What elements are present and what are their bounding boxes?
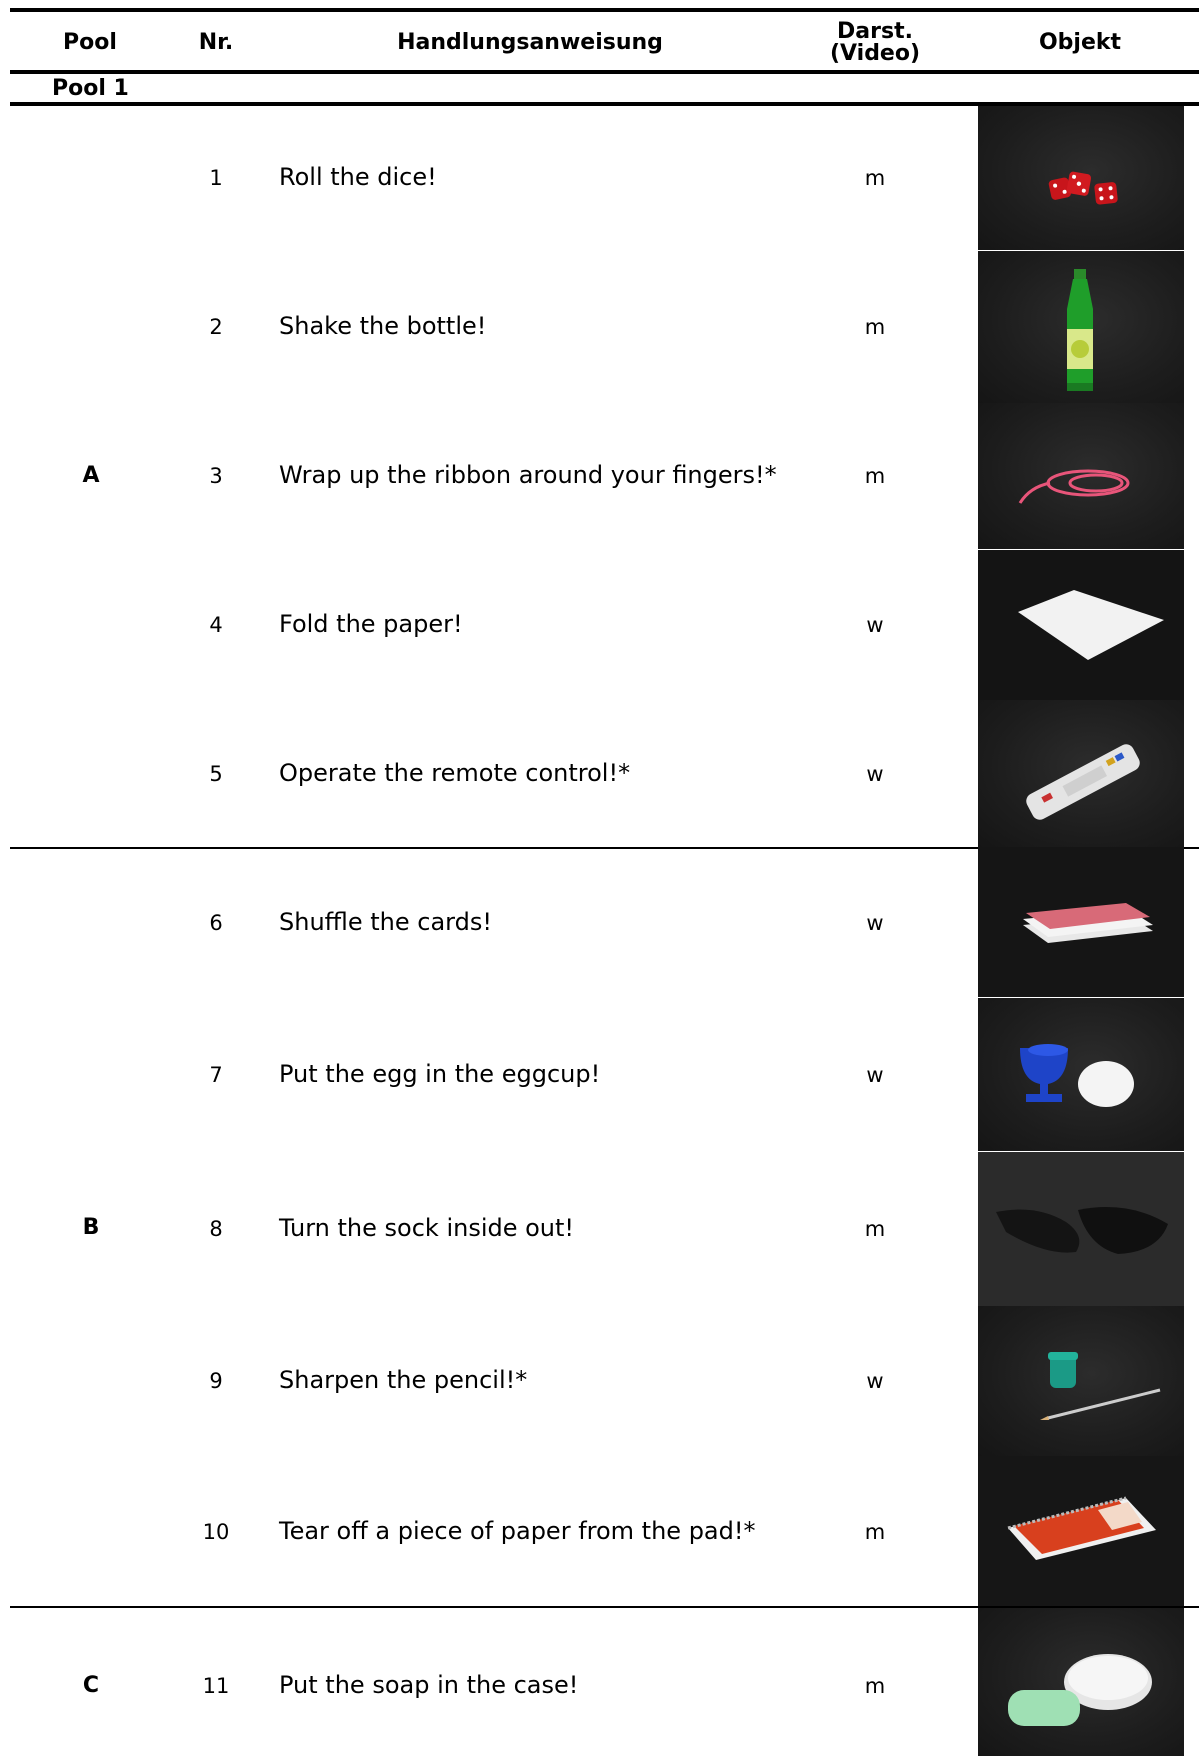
bottle-photo [978,251,1184,403]
row-darst: m [864,166,886,190]
row-instruction: Turn the sock inside out! [279,1214,575,1242]
notepad-photo [978,1456,1184,1606]
remote-control-photo [978,700,1184,847]
header-nr: Nr. [198,30,234,55]
group-letter-c: C [82,1673,100,1698]
row-instruction: Shake the bottle! [279,312,487,340]
row-instruction: Shuffle the cards! [279,908,492,936]
paper-photo [978,550,1184,700]
row-nr: 4 [209,613,223,637]
row-darst: w [866,1369,884,1393]
dice-photo [978,106,1184,250]
row-instruction: Fold the paper! [279,610,463,638]
row-nr: 6 [209,911,223,935]
row-nr: 5 [209,762,223,786]
soap-case-photo [978,1608,1184,1756]
row-darst: m [864,1520,886,1544]
egg-eggcup-photo [978,998,1184,1151]
row-instruction: Tear off a piece of paper from the pad!* [279,1517,756,1545]
header-instruction: Handlungsanweisung [397,30,663,55]
header-darst-line1: Darst. [837,19,913,44]
row-darst: m [864,464,886,488]
row-instruction: Roll the dice! [279,163,437,191]
row-nr: 2 [209,315,223,339]
header-rule [10,70,1199,74]
row-darst: w [866,1063,884,1087]
row-darst: w [866,762,884,786]
row-nr: 1 [209,166,223,190]
row-instruction: Put the soap in the case! [279,1671,579,1699]
row-instruction: Operate the remote control!* [279,759,631,787]
pencil-sharpener-photo [978,1306,1184,1456]
row-darst: w [866,613,884,637]
header-darst-line2: (Video) [829,41,921,66]
row-darst: w [866,911,884,935]
row-darst: m [864,315,886,339]
row-nr: 8 [209,1217,223,1241]
header-pool: Pool [63,30,117,55]
sock-photo [978,1152,1184,1306]
row-darst: m [864,1674,886,1698]
row-nr: 7 [209,1063,223,1087]
row-nr: 3 [209,464,223,488]
row-instruction: Wrap up the ribbon around your fingers!* [279,461,777,489]
header-object: Objekt [1038,30,1122,55]
group-letter-a: A [82,463,100,488]
row-instruction: Sharpen the pencil!* [279,1366,528,1394]
top-rule [10,8,1199,12]
header-darst [800,18,950,68]
cards-photo [978,847,1184,997]
row-nr: 11 [202,1674,230,1698]
ribbon-photo [978,403,1184,549]
pool-label: Pool 1 [52,76,129,101]
row-nr: 10 [202,1520,230,1544]
row-darst: m [864,1217,886,1241]
row-instruction: Put the egg in the eggcup! [279,1060,601,1088]
group-letter-b: B [82,1215,100,1240]
row-nr: 9 [209,1369,223,1393]
